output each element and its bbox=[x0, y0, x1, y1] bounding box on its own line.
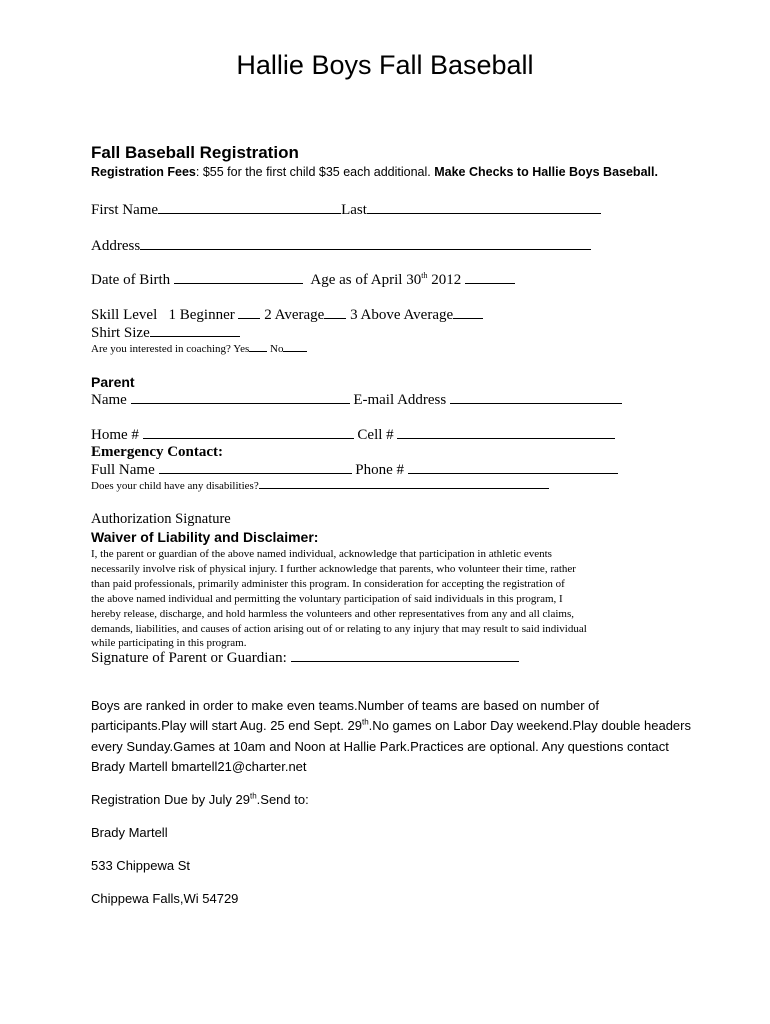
fees-line bbox=[91, 165, 658, 179]
parent-name-field[interactable] bbox=[131, 391, 350, 404]
due-text-b: .Send to: bbox=[256, 792, 309, 807]
info-line-1: Boys are ranked in order to make even teams.Number of teams are based on number of bbox=[91, 698, 599, 713]
address-row bbox=[91, 237, 591, 255]
phone-label: Phone # bbox=[355, 462, 404, 478]
signature-label: Signature of Parent or Guardian: bbox=[91, 650, 287, 666]
waiver-line: the above named individual and permitting the voluntary participation of said individuals in this program, I bbox=[91, 592, 563, 605]
address-city: Chippewa Falls,Wi 54729 bbox=[91, 891, 239, 906]
fees-checks: Make Checks to Hallie Boys Baseball. bbox=[434, 165, 658, 179]
beginner-label: 1 Beginner bbox=[168, 307, 235, 323]
address-field[interactable] bbox=[140, 237, 591, 250]
first-name-field[interactable] bbox=[158, 201, 341, 214]
coaching-yes-field[interactable] bbox=[249, 342, 267, 352]
disabilities-row bbox=[91, 479, 549, 492]
parent-name-row bbox=[91, 391, 622, 409]
emergency-row bbox=[91, 461, 618, 479]
coaching-no-label: No bbox=[270, 343, 284, 355]
signature-row bbox=[91, 649, 519, 667]
age-sup: th bbox=[421, 271, 428, 280]
home-field[interactable] bbox=[143, 426, 354, 439]
address-name: Brady Martell bbox=[91, 825, 168, 840]
due-line bbox=[91, 792, 309, 807]
coaching-row bbox=[91, 342, 307, 355]
waiver-line: than paid professionals, primarily administer this program. In consideration for accepting the registration of bbox=[91, 577, 565, 590]
emergency-heading: Emergency Contact: bbox=[91, 444, 224, 460]
waiver-line: necessarily involve risk of physical injury. I further acknowledge that parents, who volunteer their time, rather bbox=[91, 562, 576, 575]
last-name-label: Last bbox=[341, 202, 367, 218]
due-text-a: Registration Due by July 29 bbox=[91, 792, 250, 807]
cell-field[interactable] bbox=[397, 426, 615, 439]
waiver-line: demands, liabilities, and causes of action arising out of or relating to any injury that may result to said individual bbox=[91, 622, 587, 635]
age-label: Age as of April 30 bbox=[310, 272, 422, 288]
first-last-row bbox=[91, 201, 601, 219]
waiver-line: I, the parent or guardian of the above named individual, acknowledge that participation in athletic events bbox=[91, 548, 552, 560]
waiver-text bbox=[91, 547, 651, 651]
parent-name-label: Name bbox=[91, 392, 127, 408]
due-sup: th bbox=[249, 791, 257, 801]
section-title: Fall Baseball Registration bbox=[91, 143, 299, 162]
last-name-field[interactable] bbox=[367, 201, 601, 214]
info-line-2 bbox=[91, 718, 691, 733]
info-line-2b: .No games on Labor Day weekend.Play double headers bbox=[368, 718, 691, 733]
waiver-line: while participating in this program. bbox=[91, 637, 247, 650]
address-street: 533 Chippewa St bbox=[91, 858, 191, 873]
above-average-label: 3 Above Average bbox=[350, 307, 454, 323]
skill-row bbox=[91, 306, 483, 324]
info-line-2a: participants.Play will start Aug. 25 end Sept. 29 bbox=[91, 718, 362, 733]
cell-label: Cell # bbox=[357, 427, 394, 443]
shirt-label: Shirt Size bbox=[91, 325, 150, 341]
shirt-row bbox=[91, 324, 240, 342]
waiver-heading: Waiver of Liability and Disclaimer: bbox=[91, 529, 319, 545]
fees-text: : $55 for the first child $35 each additional. bbox=[195, 165, 435, 179]
above-average-field[interactable] bbox=[453, 306, 483, 319]
dob-field[interactable] bbox=[174, 271, 303, 284]
shirt-field[interactable] bbox=[150, 324, 240, 337]
age-year: 2012 bbox=[427, 272, 462, 288]
email-label: E-mail Address bbox=[353, 392, 447, 408]
home-label: Home # bbox=[91, 427, 139, 443]
authorization-signature: Authorization Signature bbox=[91, 511, 231, 527]
waiver-line: hereby release, discharge, and hold harmless the volunteers and other representatives from any and all claims, bbox=[91, 607, 575, 620]
skill-label: Skill Level bbox=[91, 307, 158, 323]
email-field[interactable] bbox=[450, 391, 622, 404]
beginner-field[interactable] bbox=[238, 306, 260, 319]
average-field[interactable] bbox=[324, 306, 346, 319]
dob-label: Date of Birth bbox=[91, 272, 171, 288]
phone-field[interactable] bbox=[408, 461, 618, 474]
coaching-label: Are you interested in coaching? Yes bbox=[91, 343, 250, 355]
page-title: Hallie Boys Fall Baseball bbox=[236, 50, 534, 80]
address-label: Address bbox=[91, 238, 141, 254]
info-line-3: every Sunday.Games at 10am and Noon at Hallie Park.Practices are optional. Any questions contact bbox=[91, 739, 669, 754]
info-line-4: Brady Martell bmartell21@charter.net bbox=[91, 759, 307, 774]
full-name-label: Full Name bbox=[91, 462, 155, 478]
average-label: 2 Average bbox=[264, 307, 325, 323]
disabilities-field[interactable] bbox=[259, 479, 549, 489]
parent-heading: Parent bbox=[91, 374, 135, 390]
age-field[interactable] bbox=[465, 271, 515, 284]
dob-row bbox=[91, 271, 515, 289]
full-name-field[interactable] bbox=[159, 461, 352, 474]
disabilities-label: Does your child have any disabilities? bbox=[91, 480, 259, 492]
fees-label: Registration Fees bbox=[91, 165, 196, 179]
coaching-no-field[interactable] bbox=[283, 342, 307, 352]
first-name-label: First Name bbox=[91, 202, 159, 218]
signature-field[interactable] bbox=[291, 649, 519, 662]
info-sup: th bbox=[362, 717, 369, 727]
phone-row bbox=[91, 426, 615, 444]
